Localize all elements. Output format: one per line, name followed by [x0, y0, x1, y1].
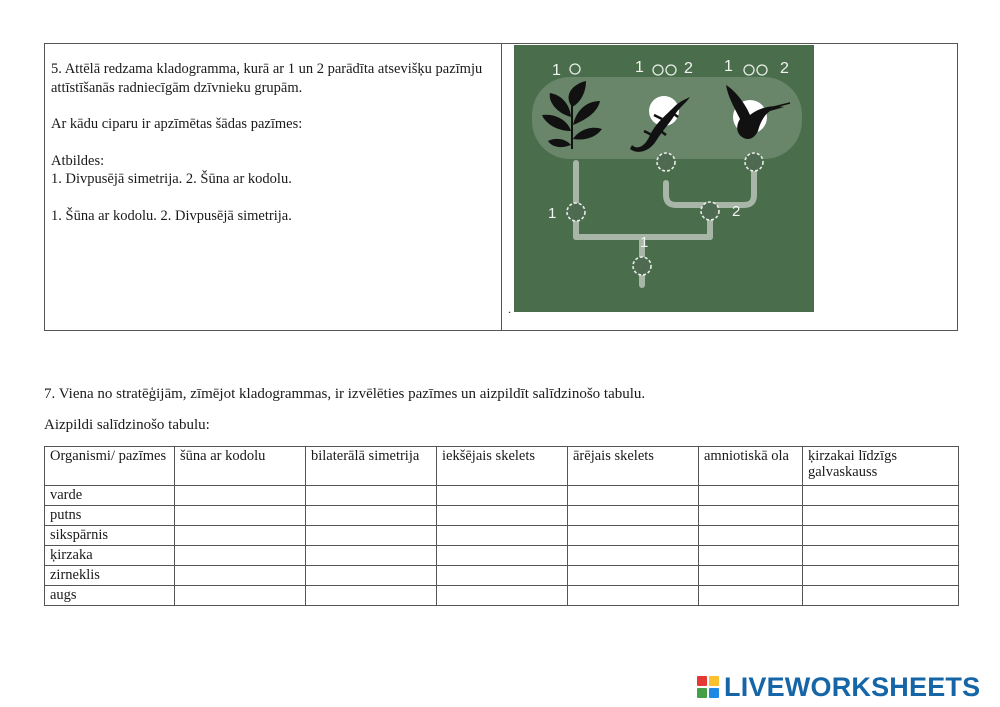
node-label-root: 1: [640, 234, 649, 251]
answer-cell[interactable]: [306, 546, 437, 566]
answer-cell[interactable]: [699, 506, 803, 526]
node-bird: [745, 153, 763, 171]
answer-cell[interactable]: [175, 486, 306, 506]
row-label: ķirzaka: [45, 546, 175, 566]
question-5-box: [44, 43, 958, 331]
answer-cell[interactable]: [803, 586, 959, 606]
node-label-right: 2: [732, 203, 741, 220]
question-7-title: 7. Viena no stratēģijām, zīmējot kladogrammas, ir izvēlēties pazīmes un aizpildīt salīdzinošo tabulu.: [44, 386, 646, 402]
answer-cell[interactable]: [437, 566, 568, 586]
dot-mark: .: [508, 302, 511, 316]
top-label-3-second: 2: [780, 60, 789, 77]
logo-square-red: [697, 676, 707, 686]
logo-square-blue: [709, 688, 719, 698]
answer-cell[interactable]: [568, 566, 699, 586]
answer-cell[interactable]: [175, 526, 306, 546]
row-label: varde: [45, 486, 175, 506]
question-5-text: [51, 60, 496, 243]
cladogram-image: [514, 45, 814, 312]
logo-square-yellow: [709, 676, 719, 686]
table-row: [45, 486, 959, 506]
q5-intro: 5. Attēlā redzama kladogramma, kurā ar 1 un 2 parādīta atsevišķu pazīmju attīstīšanās radniecīgām dzīvnieku grupām.: [51, 61, 483, 96]
answer-cell[interactable]: [803, 566, 959, 586]
header-lizard-skull: ķirzakai līdzīgs galvaskauss: [803, 447, 959, 486]
answer-cell[interactable]: [803, 526, 959, 546]
top-label-2-num: 1: [635, 59, 644, 76]
answer-cell[interactable]: [306, 586, 437, 606]
answer-cell[interactable]: [437, 506, 568, 526]
column-divider: [501, 44, 502, 330]
header-bilateral-symmetry: bilaterālā simetrija: [306, 447, 437, 486]
answer-cell[interactable]: [175, 506, 306, 526]
q5-answers-label: Atbildes:: [51, 152, 105, 169]
answer-cell[interactable]: [568, 526, 699, 546]
table-row: [45, 586, 959, 606]
top-label-1-num: 1: [552, 62, 561, 79]
table-row: [45, 546, 959, 566]
answer-cell[interactable]: [803, 486, 959, 506]
header-amniotic-egg: amniotiskā ola: [699, 447, 803, 486]
table-row: [45, 506, 959, 526]
node-right: [701, 202, 719, 220]
node-lizard: [657, 153, 675, 171]
q5-option-1[interactable]: 1. Divpusējā simetrija. 2. Šūna ar kodolu.: [51, 171, 292, 187]
answer-cell[interactable]: [437, 586, 568, 606]
node-label-left: 1: [548, 205, 557, 222]
table-row: [45, 566, 959, 586]
comparison-table: [44, 446, 959, 606]
table-header-row: [45, 447, 959, 486]
top-label-2-second: 2: [684, 60, 693, 77]
q5-option-2[interactable]: 1. Šūna ar kodolu. 2. Divpusējā simetrija.: [51, 207, 292, 224]
q5-question: Ar kādu ciparu ir apzīmētas šādas pazīmes:: [51, 116, 303, 132]
answer-cell[interactable]: [568, 546, 699, 566]
header-organisms: Organismi/ pazīmes: [45, 447, 175, 486]
answer-cell[interactable]: [175, 566, 306, 586]
question-7-subtitle: Aizpildi salīdzinošo tabulu:: [44, 417, 210, 433]
liveworksheets-brand[interactable]: [697, 671, 980, 703]
answer-cell[interactable]: [803, 506, 959, 526]
row-label: zirneklis: [45, 566, 175, 586]
answer-cell[interactable]: [699, 586, 803, 606]
logo-square-green: [697, 688, 707, 698]
header-cell-nucleus: šūna ar kodolu: [175, 447, 306, 486]
answer-cell[interactable]: [306, 486, 437, 506]
answer-cell[interactable]: [568, 486, 699, 506]
answer-cell[interactable]: [175, 546, 306, 566]
brand-name: LIVEWORKSHEETS: [724, 671, 981, 702]
answer-cell[interactable]: [699, 486, 803, 506]
answer-cell[interactable]: [437, 486, 568, 506]
answer-cell[interactable]: [437, 526, 568, 546]
node-left: [567, 203, 585, 221]
header-external-skeleton: ārējais skelets: [568, 447, 699, 486]
row-label: sikspārnis: [45, 526, 175, 546]
answer-cell[interactable]: [306, 566, 437, 586]
answer-cell[interactable]: [568, 586, 699, 606]
row-label: augs: [45, 586, 175, 606]
answer-cell[interactable]: [175, 586, 306, 606]
top-label-3-num: 1: [724, 58, 733, 75]
answer-cell[interactable]: [803, 546, 959, 566]
answer-cell[interactable]: [437, 546, 568, 566]
answer-cell[interactable]: [306, 526, 437, 546]
answer-cell[interactable]: [699, 546, 803, 566]
liveworksheets-logo-icon: [697, 676, 719, 698]
answer-cell[interactable]: [306, 506, 437, 526]
node-root: [633, 257, 651, 275]
header-internal-skeleton: iekšējais skelets: [437, 447, 568, 486]
answer-cell[interactable]: [568, 506, 699, 526]
table-row: [45, 526, 959, 546]
row-label: putns: [45, 506, 175, 526]
answer-cell[interactable]: [699, 526, 803, 546]
answer-cell[interactable]: [699, 566, 803, 586]
